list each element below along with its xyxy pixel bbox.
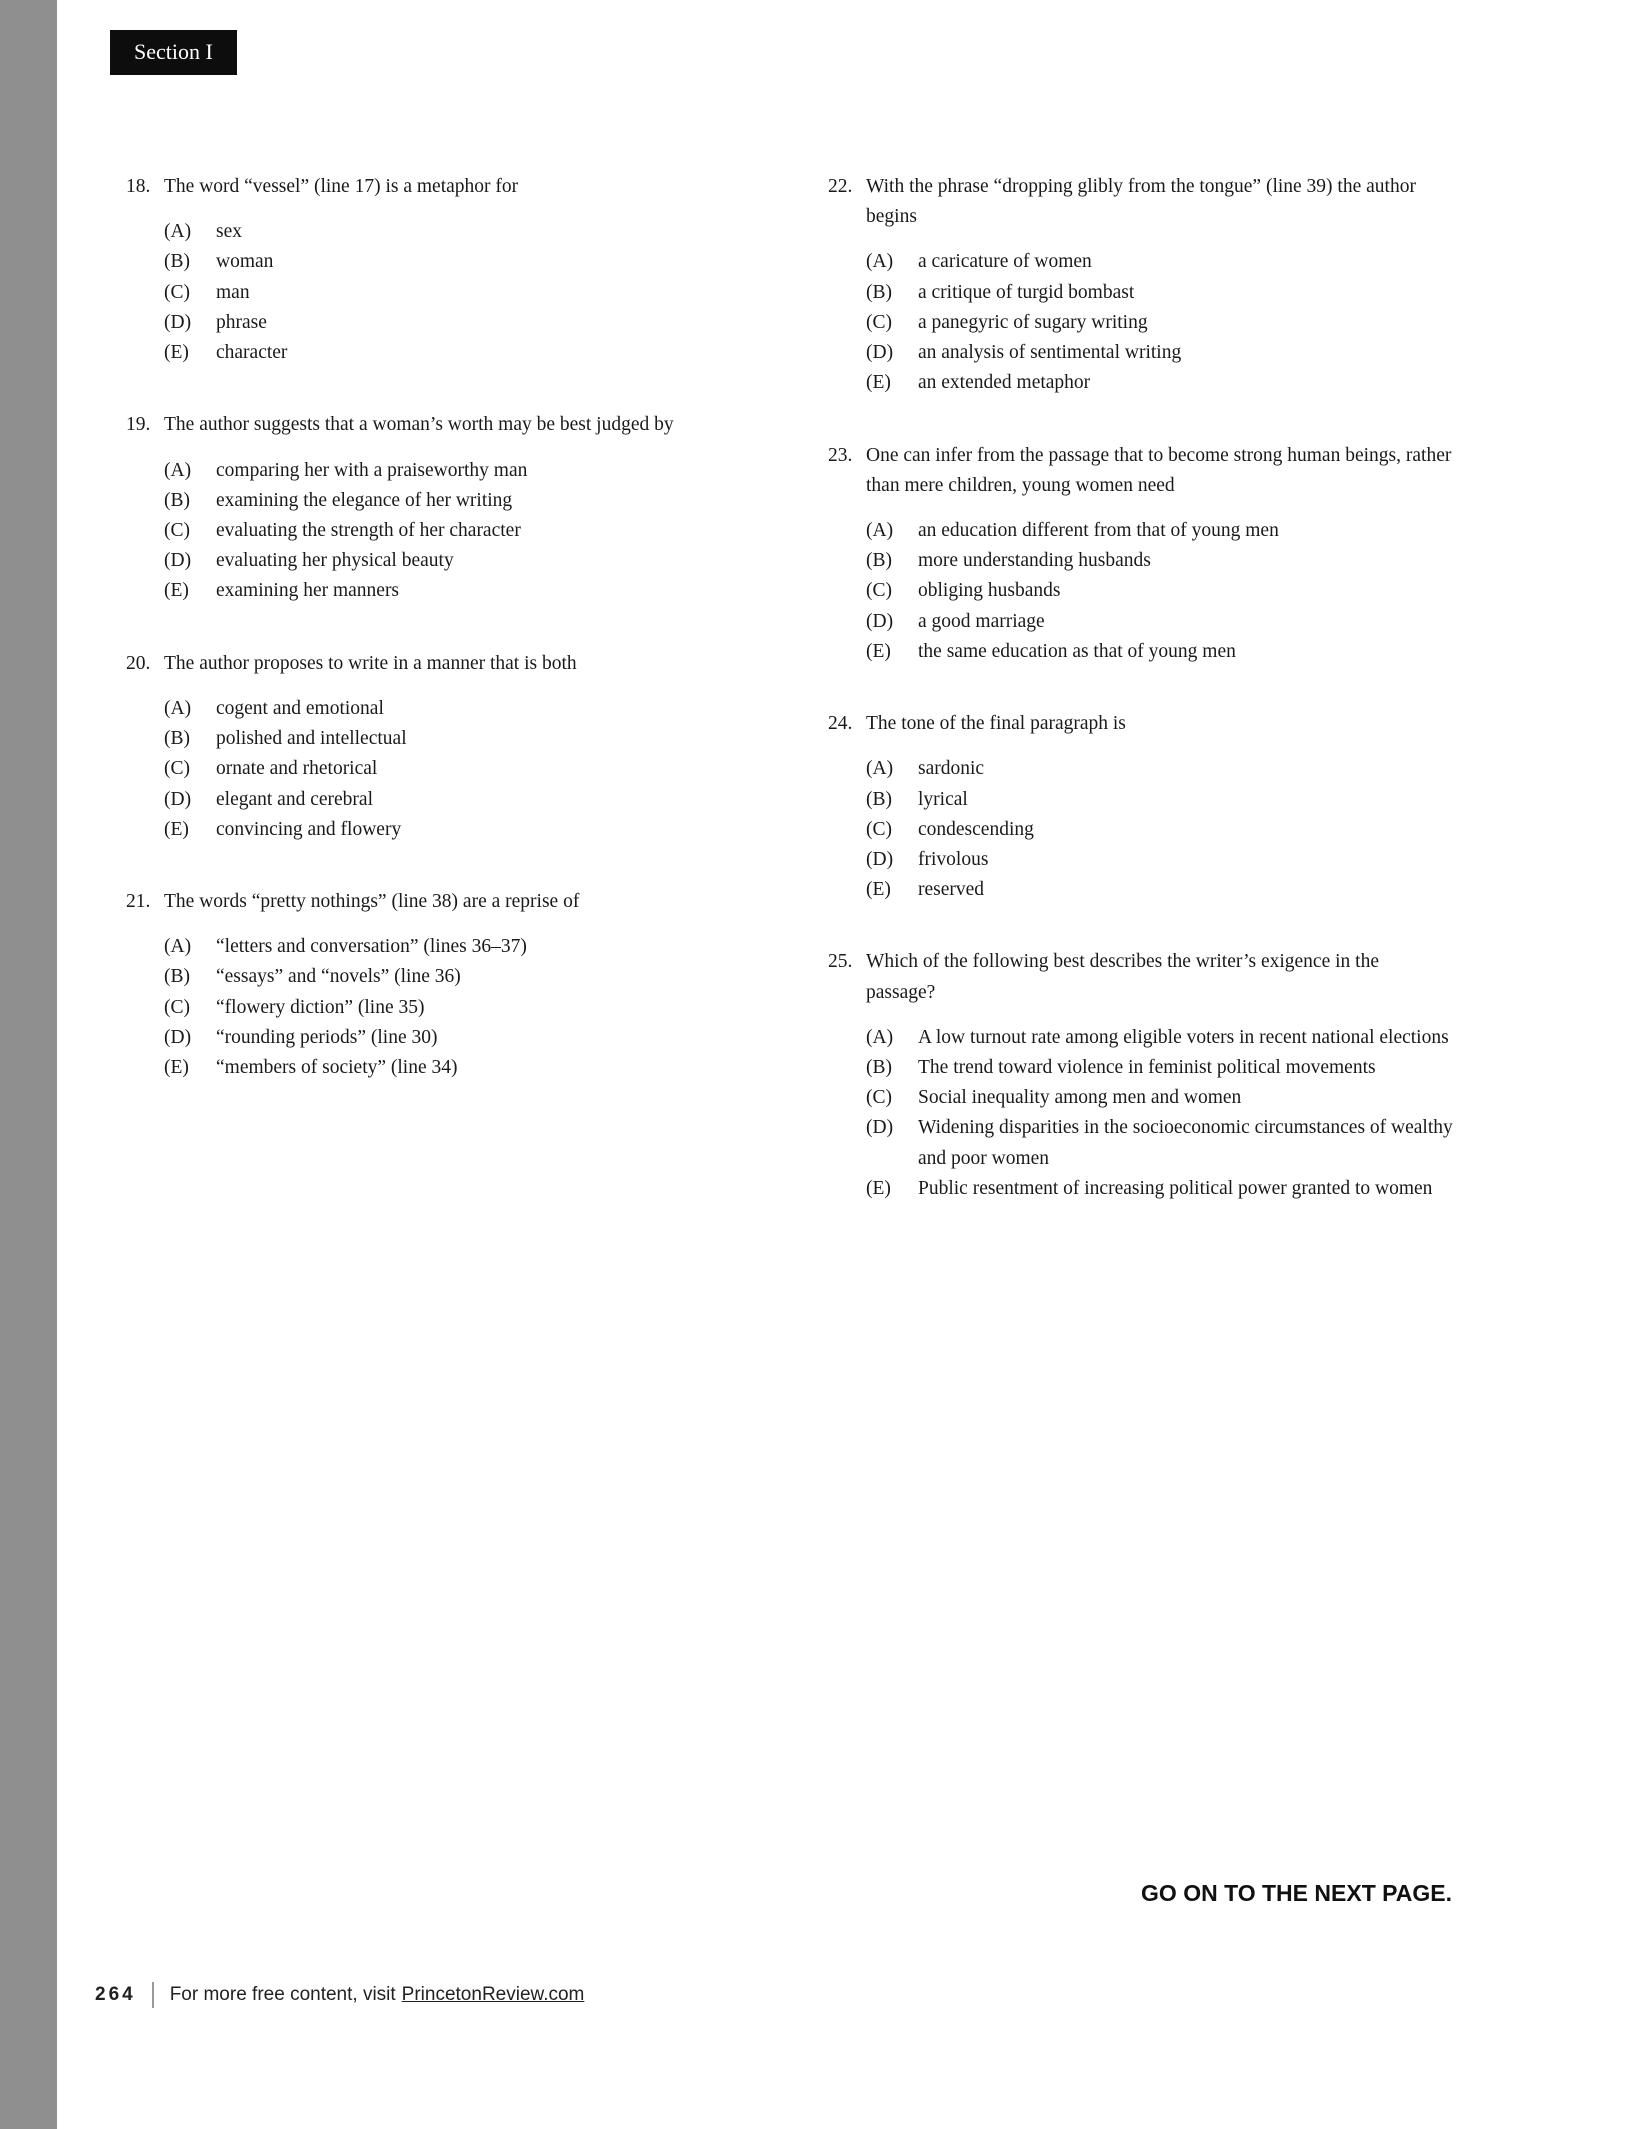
question-number: 21. <box>126 890 151 912</box>
choice-letter: (D) <box>866 848 894 870</box>
choice-letter: (B) <box>164 489 190 511</box>
choice-row <box>866 607 1453 637</box>
footer-text: For more free content, visit <box>169 1984 396 2005</box>
choice-letter: (E) <box>866 879 891 901</box>
choice-row <box>164 247 726 277</box>
question-head <box>126 410 726 440</box>
choice-row <box>164 724 726 754</box>
choice-text: man <box>216 281 250 303</box>
choice-text: Public resentment of increasing political power granted to women <box>918 1177 1433 1199</box>
choice-row <box>164 754 726 784</box>
choice-row <box>866 754 1453 784</box>
choice-list <box>164 932 726 1083</box>
choice-text: phrase <box>216 311 267 333</box>
question-stem: The tone of the final paragraph is <box>866 713 1126 735</box>
choice-row <box>164 993 726 1023</box>
choice-text: obliging husbands <box>918 580 1061 602</box>
choice-text: more understanding husbands <box>918 550 1151 572</box>
choice-text: lyrical <box>918 788 968 810</box>
choice-row <box>866 546 1453 576</box>
choice-letter: (A) <box>866 1026 894 1048</box>
choice-text: sex <box>216 221 242 243</box>
choice-row <box>164 785 726 815</box>
choice-text: The trend toward violence in feminist political movements <box>918 1057 1376 1079</box>
page-number: 264 <box>95 1984 136 2005</box>
choice-list <box>866 247 1453 398</box>
choice-letter: (A) <box>164 221 192 243</box>
question-number: 22. <box>828 176 853 197</box>
choice-letter: (B) <box>866 788 892 810</box>
choice-row <box>866 1053 1453 1083</box>
choice-row <box>164 1053 726 1083</box>
choice-text: the same education as that of young men <box>918 640 1236 662</box>
choice-text: “flowery diction” (line 35) <box>216 996 425 1018</box>
choice-text: a critique of turgid bombast <box>918 281 1135 303</box>
choice-row <box>866 1113 1453 1173</box>
choice-text: “members of society” (line 34) <box>216 1057 458 1079</box>
choice-letter: (C) <box>164 996 190 1018</box>
choice-letter: (D) <box>866 610 894 632</box>
choice-text: convincing and flowery <box>216 818 402 840</box>
choice-letter: (D) <box>866 342 894 364</box>
choice-text: Social inequality among men and women <box>918 1087 1242 1109</box>
choice-letter: (E) <box>866 640 891 662</box>
question-stem: The author suggests that a woman’s worth may be best judged by <box>164 414 674 436</box>
choice-text: an extended metaphor <box>918 372 1091 394</box>
choice-letter: (D) <box>866 1117 894 1139</box>
choice-letter: (A) <box>866 251 894 273</box>
choice-list <box>164 456 726 607</box>
choice-text: elegant and cerebral <box>216 788 373 810</box>
question-block <box>828 709 1453 905</box>
footer-link[interactable]: PrincetonReview.com <box>401 1984 585 2005</box>
choice-row <box>164 932 726 962</box>
question-head <box>126 172 726 202</box>
choice-letter: (C) <box>164 281 190 303</box>
left-margin-bar <box>0 0 57 2129</box>
choice-letter: (E) <box>164 580 189 602</box>
question-block <box>126 172 726 368</box>
choice-row <box>866 785 1453 815</box>
choice-row <box>164 278 726 308</box>
choice-row <box>866 247 1453 277</box>
choice-text: an education different from that of young men <box>918 519 1279 541</box>
choice-letter: (C) <box>866 311 892 333</box>
choice-row <box>866 875 1453 905</box>
choice-text: Widening disparities in the socioeconomic circumstances of wealthy and poor women <box>918 1117 1453 1169</box>
choice-letter: (A) <box>866 758 894 780</box>
choice-text: a caricature of women <box>918 251 1092 273</box>
choice-row <box>866 338 1453 368</box>
questions-column-left <box>126 172 726 1125</box>
choice-letter: (B) <box>164 251 190 273</box>
choice-letter: (D) <box>164 311 192 333</box>
question-head <box>126 887 726 917</box>
choice-row <box>164 546 726 576</box>
question-head <box>828 947 1453 1007</box>
choice-row <box>866 1174 1453 1204</box>
choice-letter: (C) <box>866 1087 892 1109</box>
choice-letter: (D) <box>164 788 192 810</box>
choice-list <box>866 754 1453 905</box>
choice-text: condescending <box>918 818 1034 840</box>
choice-letter: (E) <box>866 372 891 394</box>
question-stem: The words “pretty nothings” (line 38) are a reprise of <box>164 890 580 912</box>
question-stem: With the phrase “dropping glibly from the tongue” (line 39) the author begins <box>866 176 1416 228</box>
choice-row <box>866 516 1453 546</box>
choice-letter: (B) <box>164 728 190 750</box>
choice-letter: (B) <box>164 966 190 988</box>
question-head <box>828 441 1453 501</box>
choice-text: character <box>216 342 288 364</box>
choice-text: evaluating the strength of her character <box>216 519 521 541</box>
choice-text: A low turnout rate among eligible voters in recent national elections <box>918 1026 1449 1048</box>
choice-letter: (B) <box>866 281 892 303</box>
choice-row <box>866 368 1453 398</box>
choice-row <box>164 486 726 516</box>
question-block <box>126 410 726 606</box>
choice-text: cogent and emotional <box>216 697 384 719</box>
question-head <box>828 172 1453 232</box>
choice-letter: (E) <box>866 1177 891 1199</box>
choice-row <box>866 1083 1453 1113</box>
footer-divider <box>152 1982 154 2008</box>
choice-text: frivolous <box>918 848 989 870</box>
choice-text: an analysis of sentimental writing <box>918 342 1182 364</box>
choice-row <box>866 815 1453 845</box>
choice-row <box>866 308 1453 338</box>
choice-list <box>164 694 726 845</box>
choice-row <box>866 1023 1453 1053</box>
choice-list <box>866 1023 1453 1204</box>
choice-letter: (E) <box>164 1057 189 1079</box>
question-number: 20. <box>126 652 151 674</box>
choice-row <box>164 962 726 992</box>
question-stem: The word “vessel” (line 17) is a metaphor for <box>164 176 519 197</box>
choice-row <box>866 637 1453 667</box>
choice-letter: (C) <box>164 758 190 780</box>
choice-row <box>164 516 726 546</box>
choice-row <box>164 456 726 486</box>
question-stem: The author proposes to write in a manner that is both <box>164 652 577 674</box>
choice-text: examining the elegance of her writing <box>216 489 513 511</box>
go-on-instruction: GO ON TO THE NEXT PAGE. <box>1141 1880 1452 1906</box>
choice-text: “letters and conversation” (lines 36–37) <box>216 936 527 958</box>
choice-text: ornate and rhetorical <box>216 758 378 780</box>
choice-letter: (E) <box>164 342 189 364</box>
choice-text: “essays” and “novels” (line 36) <box>216 966 461 988</box>
choice-text: reserved <box>918 879 985 901</box>
choice-text: sardonic <box>918 758 985 780</box>
choice-text: comparing her with a praiseworthy man <box>216 459 528 481</box>
question-head <box>126 649 726 679</box>
choice-letter: (D) <box>164 1026 192 1048</box>
page-footer <box>95 1982 584 2008</box>
question-block <box>126 887 726 1083</box>
choice-text: woman <box>216 251 274 273</box>
question-block <box>828 441 1453 668</box>
choice-text: a panegyric of sugary writing <box>918 311 1148 333</box>
choice-list <box>866 516 1453 667</box>
question-block <box>126 649 726 845</box>
question-block <box>828 172 1453 399</box>
choice-row <box>164 217 726 247</box>
choice-row <box>164 1023 726 1053</box>
choice-text: polished and intellectual <box>216 728 407 750</box>
choice-letter: (B) <box>866 1057 892 1079</box>
choice-row <box>164 815 726 845</box>
choice-row <box>866 845 1453 875</box>
question-number: 25. <box>828 951 853 973</box>
choice-letter: (C) <box>866 818 892 840</box>
questions-column-right <box>828 172 1453 1246</box>
section-label: Section I <box>110 30 237 75</box>
question-block <box>828 947 1453 1204</box>
question-head <box>828 709 1453 739</box>
question-number: 19. <box>126 414 151 436</box>
choice-list <box>164 217 726 368</box>
choice-letter: (E) <box>164 818 189 840</box>
choice-row <box>866 278 1453 308</box>
choice-letter: (A) <box>164 697 192 719</box>
question-number: 24. <box>828 713 853 735</box>
choice-letter: (D) <box>164 550 192 572</box>
choice-row <box>866 576 1453 606</box>
question-stem: One can infer from the passage that to become strong human beings, rather than mere children, young women need <box>866 444 1452 496</box>
choice-text: examining her manners <box>216 580 400 602</box>
choice-letter: (C) <box>164 519 190 541</box>
choice-letter: (B) <box>866 550 892 572</box>
choice-row <box>164 338 726 368</box>
choice-text: “rounding periods” (line 30) <box>216 1026 438 1048</box>
choice-text: evaluating her physical beauty <box>216 550 454 572</box>
choice-letter: (A) <box>866 519 894 541</box>
question-number: 18. <box>126 176 151 197</box>
question-stem: Which of the following best describes the writer’s exigence in the passage? <box>866 951 1379 1003</box>
choice-letter: (C) <box>866 580 892 602</box>
choice-letter: (A) <box>164 936 192 958</box>
question-number: 23. <box>828 444 853 466</box>
choice-letter: (A) <box>164 459 192 481</box>
choice-row <box>164 308 726 338</box>
choice-text: a good marriage <box>918 610 1045 632</box>
choice-row <box>164 694 726 724</box>
choice-row <box>164 576 726 606</box>
